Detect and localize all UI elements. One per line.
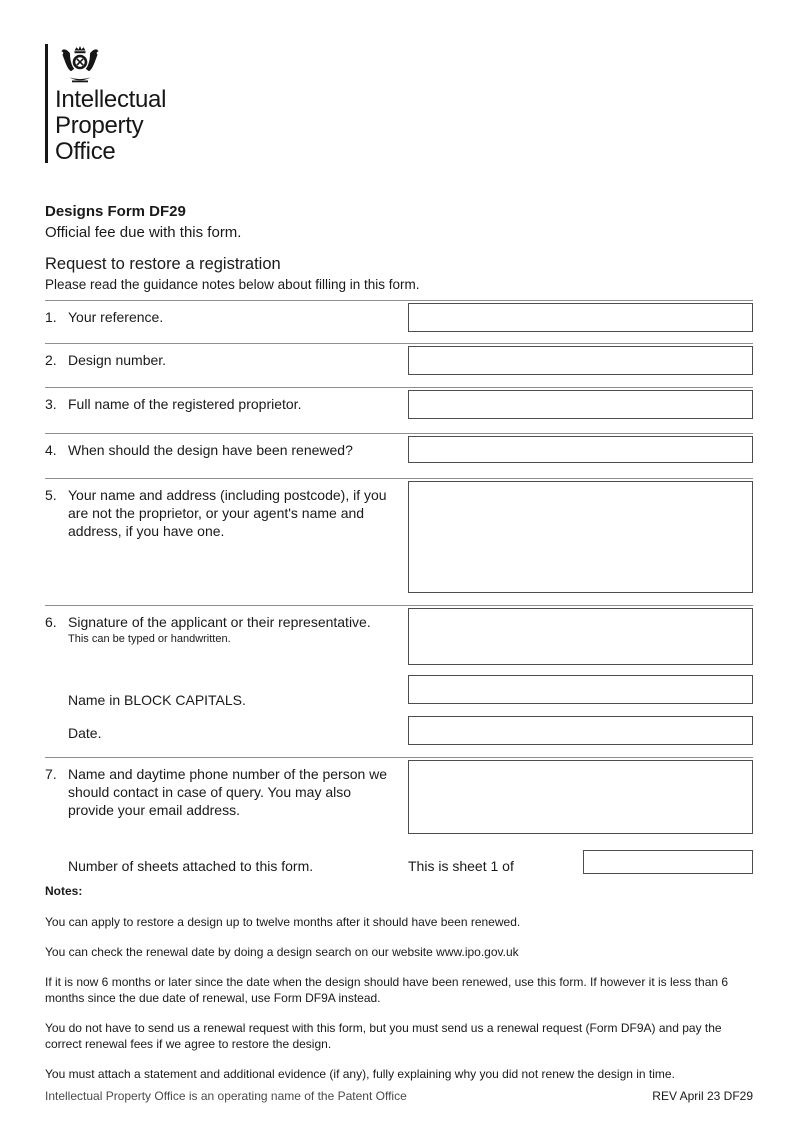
field-6-label-text: Signature of the applicant or their representative. <box>68 614 371 630</box>
block-capitals-label: Name in BLOCK CAPITALS. <box>68 692 246 708</box>
note-paragraph-2: You can check the renewal date by doing a design search on our website www.ipo.gov.uk <box>45 945 519 959</box>
logo-vertical-bar <box>45 44 48 163</box>
field-3-label: Full name of the registered proprietor. <box>68 396 302 412</box>
field-6-number: 6. <box>45 614 57 630</box>
form-area <box>45 300 753 890</box>
this-is-sheet-label: This is sheet 1 of <box>408 858 514 874</box>
name-block-capitals-input[interactable] <box>408 675 753 704</box>
form-title: Designs Form DF29 <box>45 203 186 220</box>
logo-line-2: Property <box>55 112 144 139</box>
notes-heading: Notes: <box>45 884 83 898</box>
field-row-2 <box>45 343 753 387</box>
fee-line: Official fee due with this form. <box>45 224 242 241</box>
field-4-input[interactable] <box>408 436 753 463</box>
title-block <box>45 202 745 293</box>
field-7-label: Name and daytime phone number of the person we should contact in case of query. You may also provide your email address. <box>68 766 388 818</box>
field-row-3 <box>45 387 753 433</box>
field-6-label <box>68 613 388 646</box>
ipo-logo <box>45 44 245 164</box>
field-1-label: Your reference. <box>68 309 164 325</box>
field-2-input[interactable] <box>408 346 753 375</box>
notes-section <box>45 884 755 1096</box>
date-label: Date. <box>68 725 102 741</box>
sheets-attached-label: Number of sheets attached to this form. <box>68 858 314 874</box>
note-paragraph-3: If it is now 6 months or later since the date when the design should have been renewed, use this form. If however it is less than 6 months since the due date of renewal, use Form DF9A instead. <box>45 975 729 1005</box>
note-paragraph-5: You must attach a statement and additional evidence (if any), fully explaining why you did not renew the design in time. <box>45 1067 675 1081</box>
field-5-number: 5. <box>45 487 57 503</box>
field-5-input[interactable] <box>408 481 753 593</box>
royal-coat-of-arms-icon <box>55 44 103 84</box>
logo-line-1: Intellectual <box>55 86 167 113</box>
date-input[interactable] <box>408 716 753 745</box>
request-title: Request to restore a registration <box>45 255 281 273</box>
field-1-input[interactable] <box>408 303 753 332</box>
footer-revision: REV April 23 DF29 <box>652 1089 753 1103</box>
field-row-4 <box>45 433 753 478</box>
sheet-count-input[interactable] <box>583 850 753 874</box>
field-row-7 <box>45 757 753 890</box>
field-2-label: Design number. <box>68 352 167 368</box>
field-1-number: 1. <box>45 309 57 325</box>
field-row-6 <box>45 605 753 757</box>
guidance-line: Please read the guidance notes below about filling in this form. <box>45 277 420 292</box>
field-2-number: 2. <box>45 352 57 368</box>
signature-input[interactable] <box>408 608 753 665</box>
note-paragraph-4: You do not have to send us a renewal request with this form, but you must send us a renewal request (Form DF9A) and pay the correct renewal fees if we agree to restore the design. <box>45 1021 722 1051</box>
field-7-number: 7. <box>45 766 57 782</box>
contact-details-input[interactable] <box>408 760 753 834</box>
field-4-number: 4. <box>45 442 57 458</box>
field-6-sublabel: This can be typed or handwritten. <box>68 633 231 645</box>
logo-line-3: Office <box>55 138 116 165</box>
field-3-input[interactable] <box>408 390 753 419</box>
note-paragraph-1: You can apply to restore a design up to twelve months after it should have been renewed. <box>45 915 521 929</box>
logo-wordmark <box>55 87 166 165</box>
field-5-label: Your name and address (including postcode), if you are not the proprietor, or your agent's name and address, if you have one. <box>68 487 387 539</box>
field-4-label: When should the design have been renewed? <box>68 442 353 458</box>
page-footer <box>45 1089 753 1103</box>
field-row-1 <box>45 300 753 343</box>
field-row-5 <box>45 478 753 605</box>
field-3-number: 3. <box>45 396 57 412</box>
footer-operating-name: Intellectual Property Office is an operating name of the Patent Office <box>45 1089 407 1103</box>
